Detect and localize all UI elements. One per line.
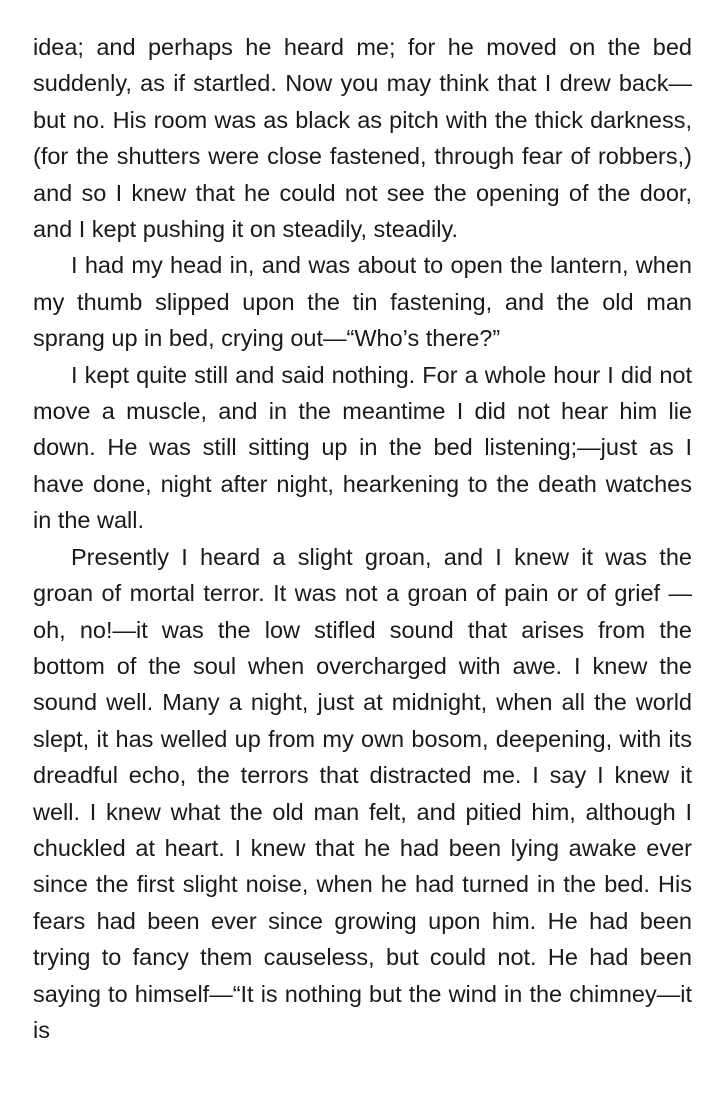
paragraph-4: Presently I heard a slight groan, and I knew it was the groan of mortal terror. It was not a groan of pain or of grief —oh, no!—it was the low stifled sound that arises from the bottom of the soul when overcharged with awe. I knew the sound well. Many a night, just at midnight, when all the world slept, it has welled up from my own bosom, deepening, with its dreadful echo, the terrors that distracted me. I say I knew it well. I knew what the old man felt, and pitied him, although I chuckled at heart. I knew that he had been lying awake ever since the first slight noise, when he had turned in the bed. His fears had been ever since growing upon him. He had been trying to fancy them causeless, but could not. He had been saying to himself—“It is nothing but the wind in the chimney—it is xyxy=(33,543,692,1043)
paragraph-3: I kept quite still and said nothing. For a whole hour I did not move a muscle, and in the meantime I did not hear him lie down. He was still sitting up in the bed listening;—just as I have done, night after night, hearkening to the death watches in the wall. xyxy=(33,361,692,534)
paragraph-2: I had my head in, and was about to open the lantern, when my thumb slipped upon the tin fastening, and the old man sprang up in bed, crying out—“Who’s there?” xyxy=(33,252,692,352)
paragraph-1: idea; and perhaps he heard me; for he moved on the bed suddenly, as if startled. Now you may think that I drew back—but no. His room was as black as pitch with the thick darkness, (for the shutters were close fastened, through fear of robbers,) and so I knew that he could not see the opening of the door, and I kept pushing it on steadily, steadily. xyxy=(33,34,692,243)
